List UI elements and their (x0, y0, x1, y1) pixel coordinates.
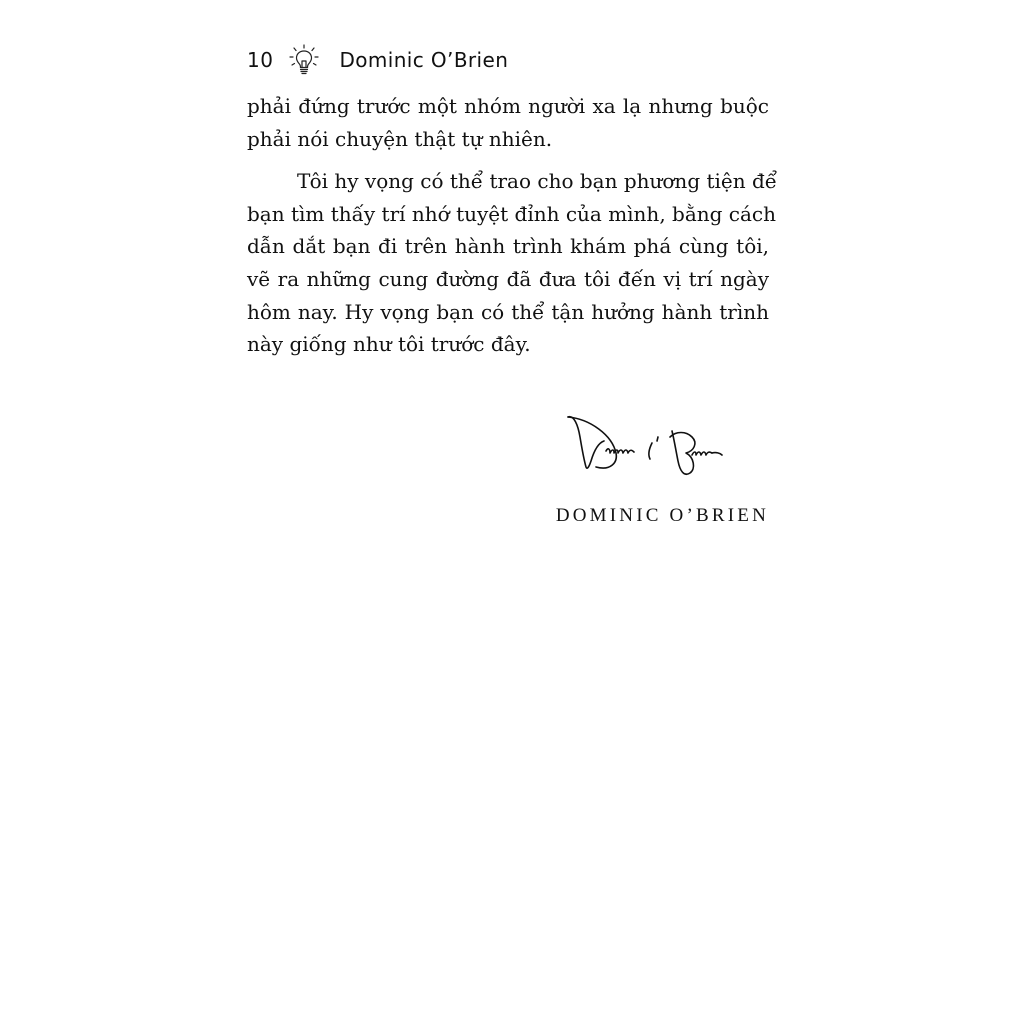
running-head-author: Dominic O’Brien (339, 48, 509, 72)
paragraph-2 (247, 165, 778, 361)
text-line: bạn tìm thấy trí nhớ tuyệt đỉnh của mình, bằng cách (247, 201, 777, 226)
running-head (247, 44, 508, 76)
page-number: 10 (247, 48, 274, 72)
text-line: dẫn dắt bạn đi trên hành trình khám phá cùng tôi, (247, 234, 769, 259)
text-line: hôm nay. Hy vọng bạn có thể tận hưởng hành trình (247, 299, 769, 324)
text-line: phải nói chuyện thật tự nhiên. (247, 126, 553, 151)
handwritten-signature (560, 405, 740, 495)
paragraph-1 (247, 90, 769, 155)
lightbulb-icon (289, 44, 319, 76)
text-line-indented: Tôi hy vọng có thể trao cho bạn phương tiện để (297, 169, 778, 194)
body-text (247, 90, 778, 361)
text-line: phải đứng trước một nhóm người xa lạ nhưng buộc (247, 94, 769, 118)
text-line: này giống như tôi trước đây. (247, 332, 531, 357)
author-name: DOMINIC O’BRIEN (555, 505, 769, 526)
text-line: vẽ ra những cung đường đã đưa tôi đến vị trí ngày (247, 266, 769, 291)
